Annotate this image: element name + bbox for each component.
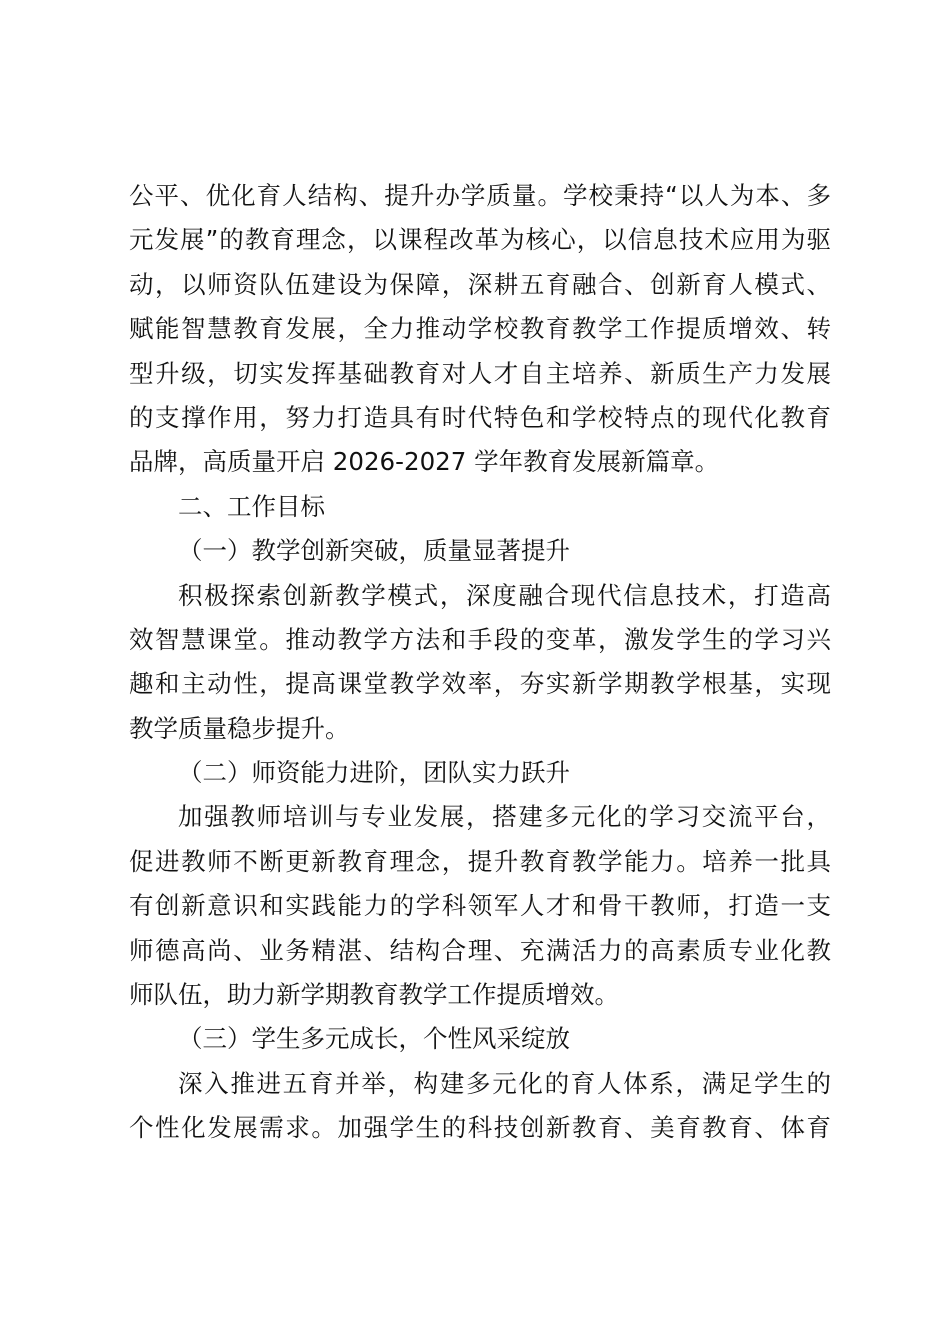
paragraph-line: 赋能智慧教育发展，全力推动学校教育教学工作提质增效、转 [129,314,831,344]
document-body [129,174,831,1151]
paragraph-line: 趣和主动性，提高课堂教学效率，夯实新学期教学根基，实现 [129,669,831,699]
paragraph-line: 型升级，切实发挥基础教育对人才自主培养、新质生产力发展 [129,358,831,388]
section-heading: 二、工作目标 [178,491,325,521]
subsection-heading: （一）教学创新突破，质量显著提升 [178,536,570,566]
paragraph-line: 元发展”的教育理念，以课程改革为核心，以信息技术应用为驱 [129,225,831,255]
paragraph-line: 师德高尚、业务精湛、结构合理、充满活力的高素质专业化教 [129,935,831,965]
subsection-heading: （二）师资能力进阶，团队实力跃升 [178,758,570,788]
paragraph-line: 品牌，高质量开启 2026-2027 学年教育发展新篇章。 [129,447,720,477]
paragraph-line: 师队伍，助力新学期教育教学工作提质增效。 [129,980,619,1010]
paragraph-line: 个性化发展需求。加强学生的科技创新教育、美育教育、体育 [129,1113,831,1143]
paragraph-line: 有创新意识和实践能力的学科领军人才和骨干教师，打造一支 [129,891,831,921]
paragraph-line: 公平、优化育人结构、提升办学质量。学校秉持“以人为本、多 [129,181,831,210]
paragraph-line: 加强教师培训与专业发展，搭建多元化的学习交流平台， [178,802,831,832]
paragraph-line: 效智慧课堂。推动教学方法和手段的变革，激发学生的学习兴 [129,624,831,654]
paragraph-line: 的支撑作用，努力打造具有时代特色和学校特点的现代化教育 [129,402,831,432]
paragraph-line: 动，以师资队伍建设为保障，深耕五育融合、创新育人模式、 [129,269,831,299]
paragraph-line: 促进教师不断更新教育理念，提升教育教学能力。培养一批具 [129,846,831,876]
paragraph-line: 积极探索创新教学模式，深度融合现代信息技术，打造高 [178,580,831,610]
subsection-heading: （三）学生多元成长，个性风采绽放 [178,1024,570,1054]
paragraph-line: 深入推进五育并举，构建多元化的育人体系，满足学生的 [178,1068,831,1098]
paragraph-line: 教学质量稳步提升。 [129,713,350,743]
